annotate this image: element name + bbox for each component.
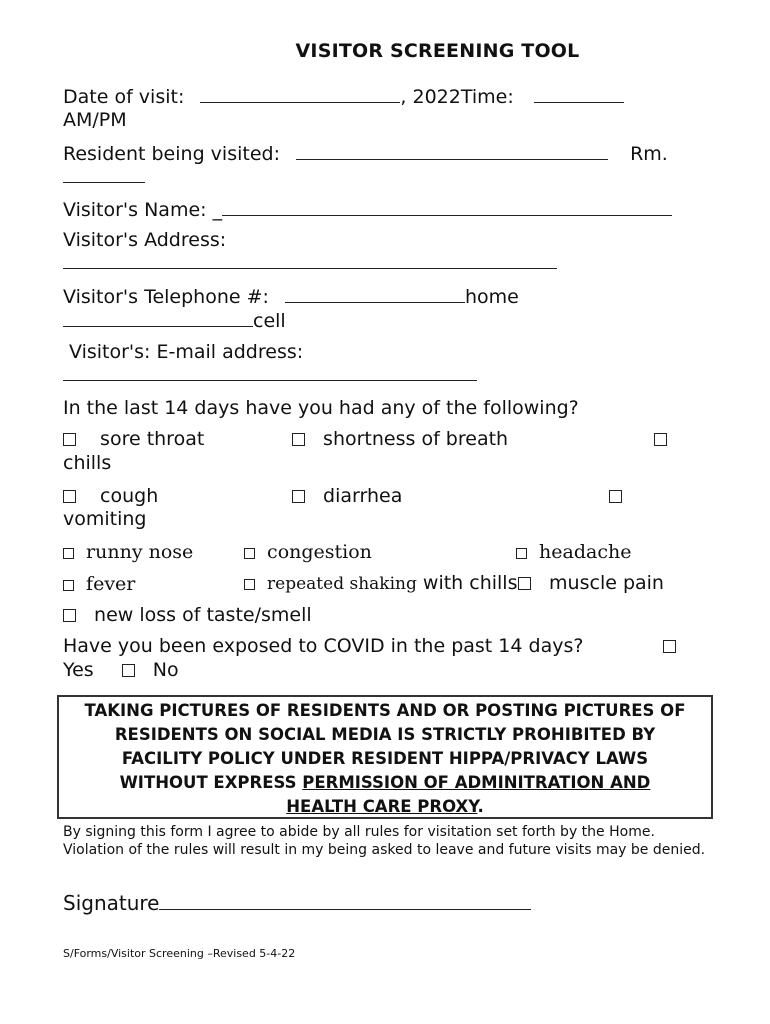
room-field[interactable]: [63, 164, 145, 183]
cell-row: [63, 308, 286, 333]
notice-line-3: FACILITY POLICY UNDER RESIDENT HIPPA/PRIVACY LAWS: [121, 749, 649, 768]
symptom-shortness-of-breath[interactable]: [292, 427, 508, 451]
sore-throat-label: sore throat: [100, 428, 205, 450]
date-label: Date of visit:: [63, 86, 185, 108]
cell-phone-field[interactable]: [63, 308, 253, 327]
checkbox-loss-taste-smell[interactable]: [63, 609, 76, 622]
year-text: , 2022: [400, 86, 461, 108]
signature-row: [63, 889, 531, 915]
loss-taste-smell-label: new loss of taste/smell: [94, 604, 312, 626]
runny-nose-label: runny nose: [86, 541, 194, 563]
visitor-name-row: [63, 197, 672, 222]
checkbox-chills[interactable]: [654, 433, 667, 446]
shortness-of-breath-label: shortness of breath: [323, 428, 509, 450]
room-label: Rm.: [630, 143, 668, 165]
congestion-label: congestion: [267, 541, 372, 563]
visitor-address-label: Visitor's Address:: [63, 229, 227, 251]
fever-label: fever: [86, 573, 136, 595]
symptom-headache[interactable]: [516, 540, 631, 564]
headache-label: headache: [539, 541, 632, 563]
notice-line-4: [59, 771, 711, 795]
chills-label: chills: [63, 452, 112, 474]
muscle-pain-label: muscle pain: [549, 572, 664, 594]
notice-line-5: [59, 795, 711, 819]
covid-question: Have you been exposed to COVID in the past 14 days?: [63, 635, 584, 657]
checkbox-fever[interactable]: [63, 580, 74, 591]
time-label: Time:: [460, 86, 514, 108]
checkbox-shortness-of-breath[interactable]: [292, 433, 305, 446]
checkbox-muscle-pain[interactable]: [518, 577, 531, 590]
yes-label: Yes: [63, 659, 94, 681]
symptom-runny-nose[interactable]: [63, 540, 193, 564]
resident-row: [63, 141, 668, 166]
footer-text: S/Forms/Visitor Screening –Revised 5-4-22: [63, 947, 296, 960]
resident-field[interactable]: [296, 141, 608, 160]
home-phone-field[interactable]: [285, 284, 465, 303]
notice-line-4-underlined: PERMISSION OF ADMINITRATION AND: [302, 773, 651, 792]
no-label: No: [152, 659, 179, 681]
notice-line-5-underlined: HEALTH CARE PROXY: [286, 797, 478, 816]
email-field[interactable]: [63, 362, 477, 381]
symptom-fever[interactable]: [63, 572, 135, 596]
notice-line-4-prefix: WITHOUT EXPRESS: [119, 773, 303, 792]
symptom-sore-throat[interactable]: [63, 427, 204, 451]
date-field[interactable]: [200, 84, 400, 103]
form-title: VISITOR SCREENING TOOL: [295, 40, 580, 62]
cough-label: cough: [100, 485, 159, 507]
notice-line-5-suffix: .: [477, 797, 484, 816]
checkbox-repeated-shaking[interactable]: [244, 579, 255, 590]
checkbox-cough[interactable]: [63, 490, 76, 503]
symptom-repeated-shaking[interactable]: [244, 571, 518, 596]
vomiting-label: vomiting: [63, 508, 147, 530]
symptoms-question: In the last 14 days have you had any of the following?: [63, 397, 579, 419]
home-label: home: [465, 286, 519, 308]
photo-policy-notice: [57, 695, 713, 819]
notice-line-2: RESIDENTS ON SOCIAL MEDIA IS STRICTLY PROHIBITED BY: [114, 725, 656, 744]
checkbox-diarrhea[interactable]: [292, 490, 305, 503]
covid-answer-row: [63, 658, 179, 682]
checkbox-sore-throat[interactable]: [63, 433, 76, 446]
resident-label: Resident being visited:: [63, 143, 280, 165]
ampm-text: AM/PM: [63, 109, 127, 131]
diarrhea-label: diarrhea: [323, 485, 403, 507]
visitor-address-field[interactable]: [63, 250, 557, 269]
symptom-diarrhea[interactable]: [292, 484, 402, 508]
checkbox-vomiting[interactable]: [609, 490, 622, 503]
time-field[interactable]: [534, 84, 624, 103]
telephone-row: [63, 284, 519, 309]
checkbox-runny-nose[interactable]: [63, 548, 74, 559]
notice-line-1: TAKING PICTURES OF RESIDENTS AND OR POSTING PICTURES OF: [84, 701, 686, 720]
signature-field[interactable]: [159, 889, 531, 910]
symptom-loss-taste-smell[interactable]: [63, 603, 312, 627]
repeated-shaking-label: repeated shaking: [267, 574, 417, 594]
telephone-label: Visitor's Telephone #:: [63, 286, 269, 308]
checkbox-covid-no[interactable]: [122, 664, 135, 677]
symptom-cough[interactable]: [63, 484, 158, 508]
email-label: Visitor's: E-mail address:: [69, 341, 304, 363]
date-time-row: [63, 84, 624, 109]
checkbox-headache[interactable]: [516, 548, 527, 559]
with-chills-label: with chills: [416, 572, 518, 594]
visitor-name-field[interactable]: [222, 197, 672, 216]
symptom-muscle-pain[interactable]: [518, 571, 664, 595]
agreement-text: By signing this form I agree to abide by all rules for visitation set forth by the Home. Violation of the rules will result in my being asked to leave and future visits may be denied.: [63, 824, 706, 858]
checkbox-covid-yes[interactable]: [663, 640, 676, 653]
signature-label: Signature: [63, 891, 160, 915]
cell-label: cell: [253, 310, 286, 332]
checkbox-congestion[interactable]: [244, 548, 255, 559]
visitor-name-label: Visitor's Name: _: [63, 199, 223, 221]
symptom-congestion[interactable]: [244, 540, 372, 564]
